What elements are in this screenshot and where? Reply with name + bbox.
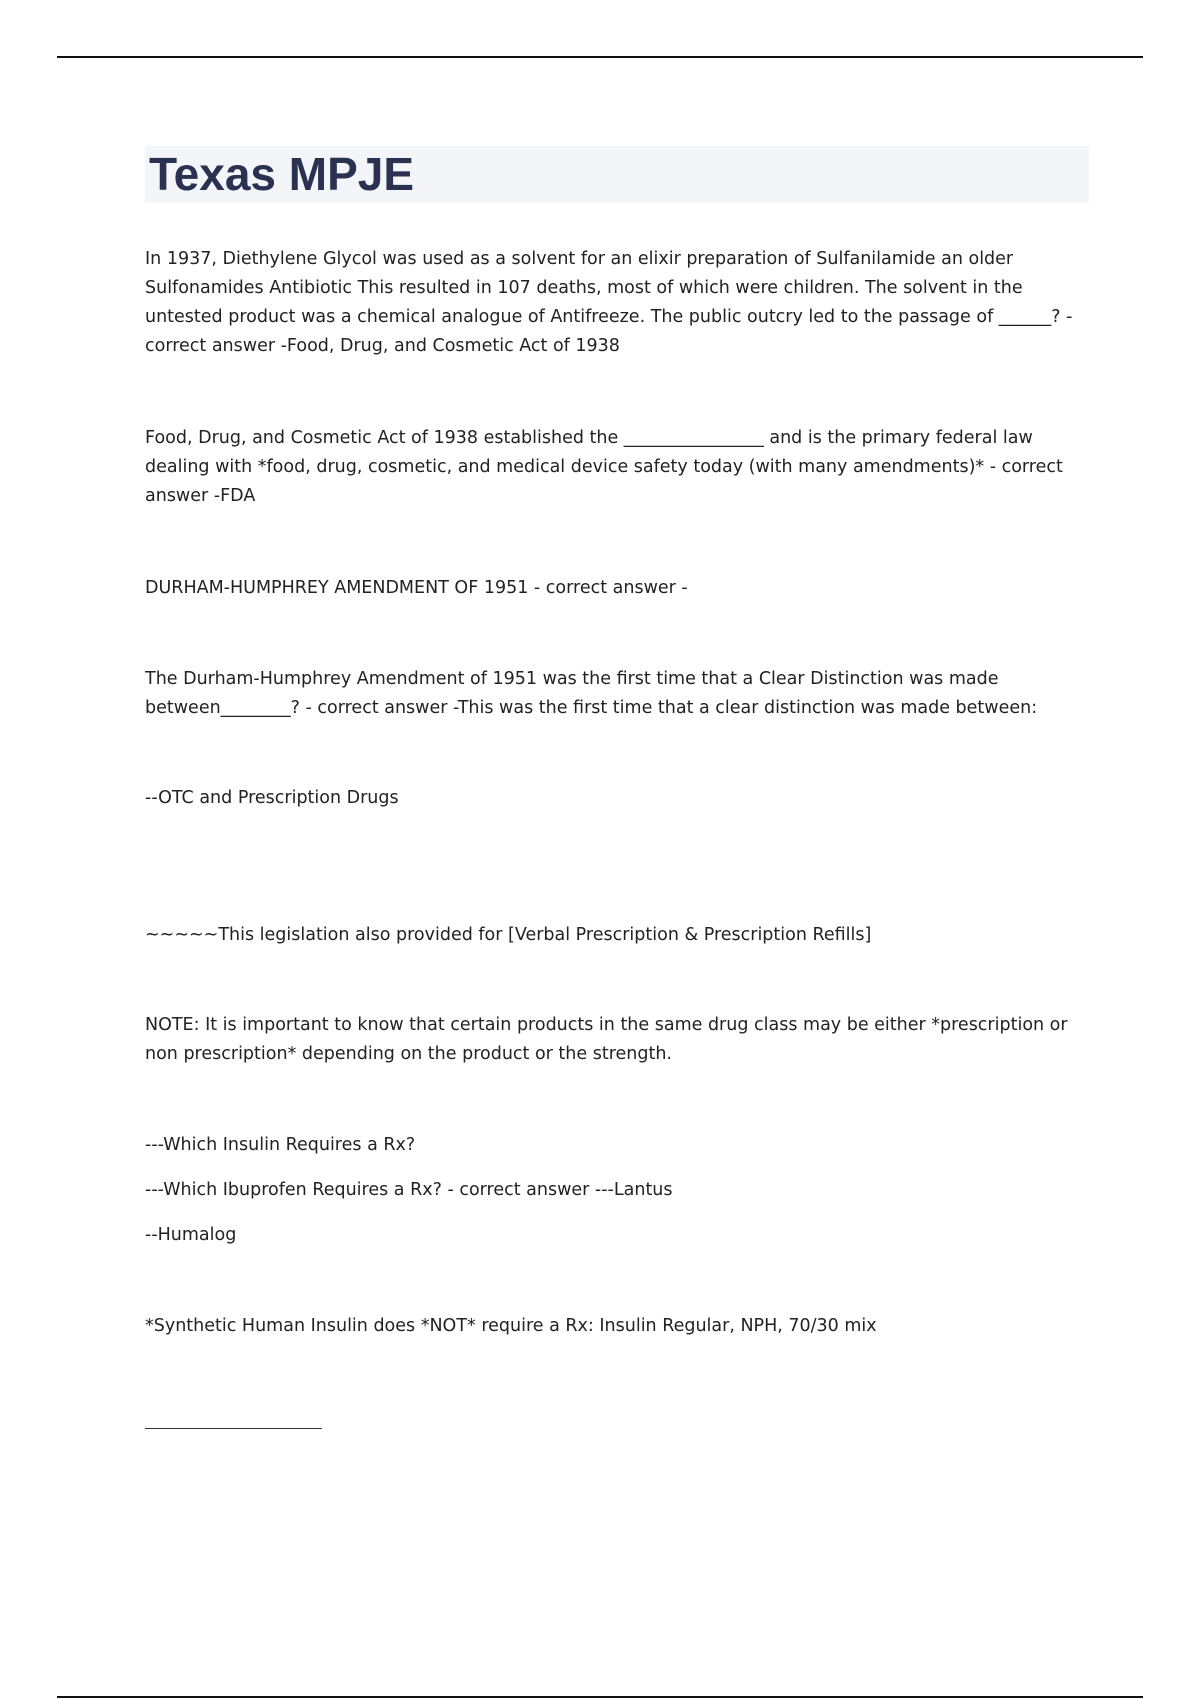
header-rule <box>57 56 1143 58</box>
paragraph-otc-prescription: --OTC and Prescription Drugs <box>145 788 399 808</box>
paragraph-1937-elixir: In 1937, Diethylene Glycol was used as a solvent for an elixir preparation of Sulfanilamide an older Sulfonamides Antibiotic This resulted in 107 deaths, most of which were children. The solvent in the untested product was a chemical analogue of Antifreeze. The public outcry led to the passage of ______? - correct answer -Food, Drug, and Cosmetic Act of 1938 <box>145 249 1073 356</box>
paragraph-fdca-1938: Food, Drug, and Cosmetic Act of 1938 established the ________________ and is the primary federal law dealing with *food, drug, cosmetic, and medical device safety today (with many amendments)* - correct answer -FDA <box>145 428 1063 506</box>
document-title: Texas MPJE <box>149 148 415 200</box>
paragraph-ibuprofen-question: ---Which Ibuprofen Requires a Rx? - correct answer ---Lantus <box>145 1180 673 1200</box>
paragraph-verbal-prescription: ~~~~~This legislation also provided for [Verbal Prescription & Prescription Refills] <box>145 925 872 945</box>
footer-rule <box>57 1696 1143 1698</box>
paragraph-synthetic-insulin: *Synthetic Human Insulin does *NOT* require a Rx: Insulin Regular, NPH, 70/30 mix <box>145 1316 877 1336</box>
title-band <box>145 146 1089 203</box>
paragraph-note: NOTE: It is important to know that certain products in the same drug class may be either *prescription or non prescription* depending on the product or the strength. <box>145 1015 1068 1064</box>
paragraph-humalog: --Humalog <box>145 1225 237 1245</box>
paragraph-durham-humphrey-distinction: The Durham-Humphrey Amendment of 1951 was the first time that a Clear Distinction was made between________? - correct answer -This was the first time that a clear distinction was made between: <box>145 669 1038 718</box>
answer-blank-line <box>145 1428 322 1429</box>
paragraph-insulin-question: ---Which Insulin Requires a Rx? <box>145 1135 416 1155</box>
paragraph-durham-humphrey-heading: DURHAM-HUMPHREY AMENDMENT OF 1951 - correct answer - <box>145 578 688 598</box>
